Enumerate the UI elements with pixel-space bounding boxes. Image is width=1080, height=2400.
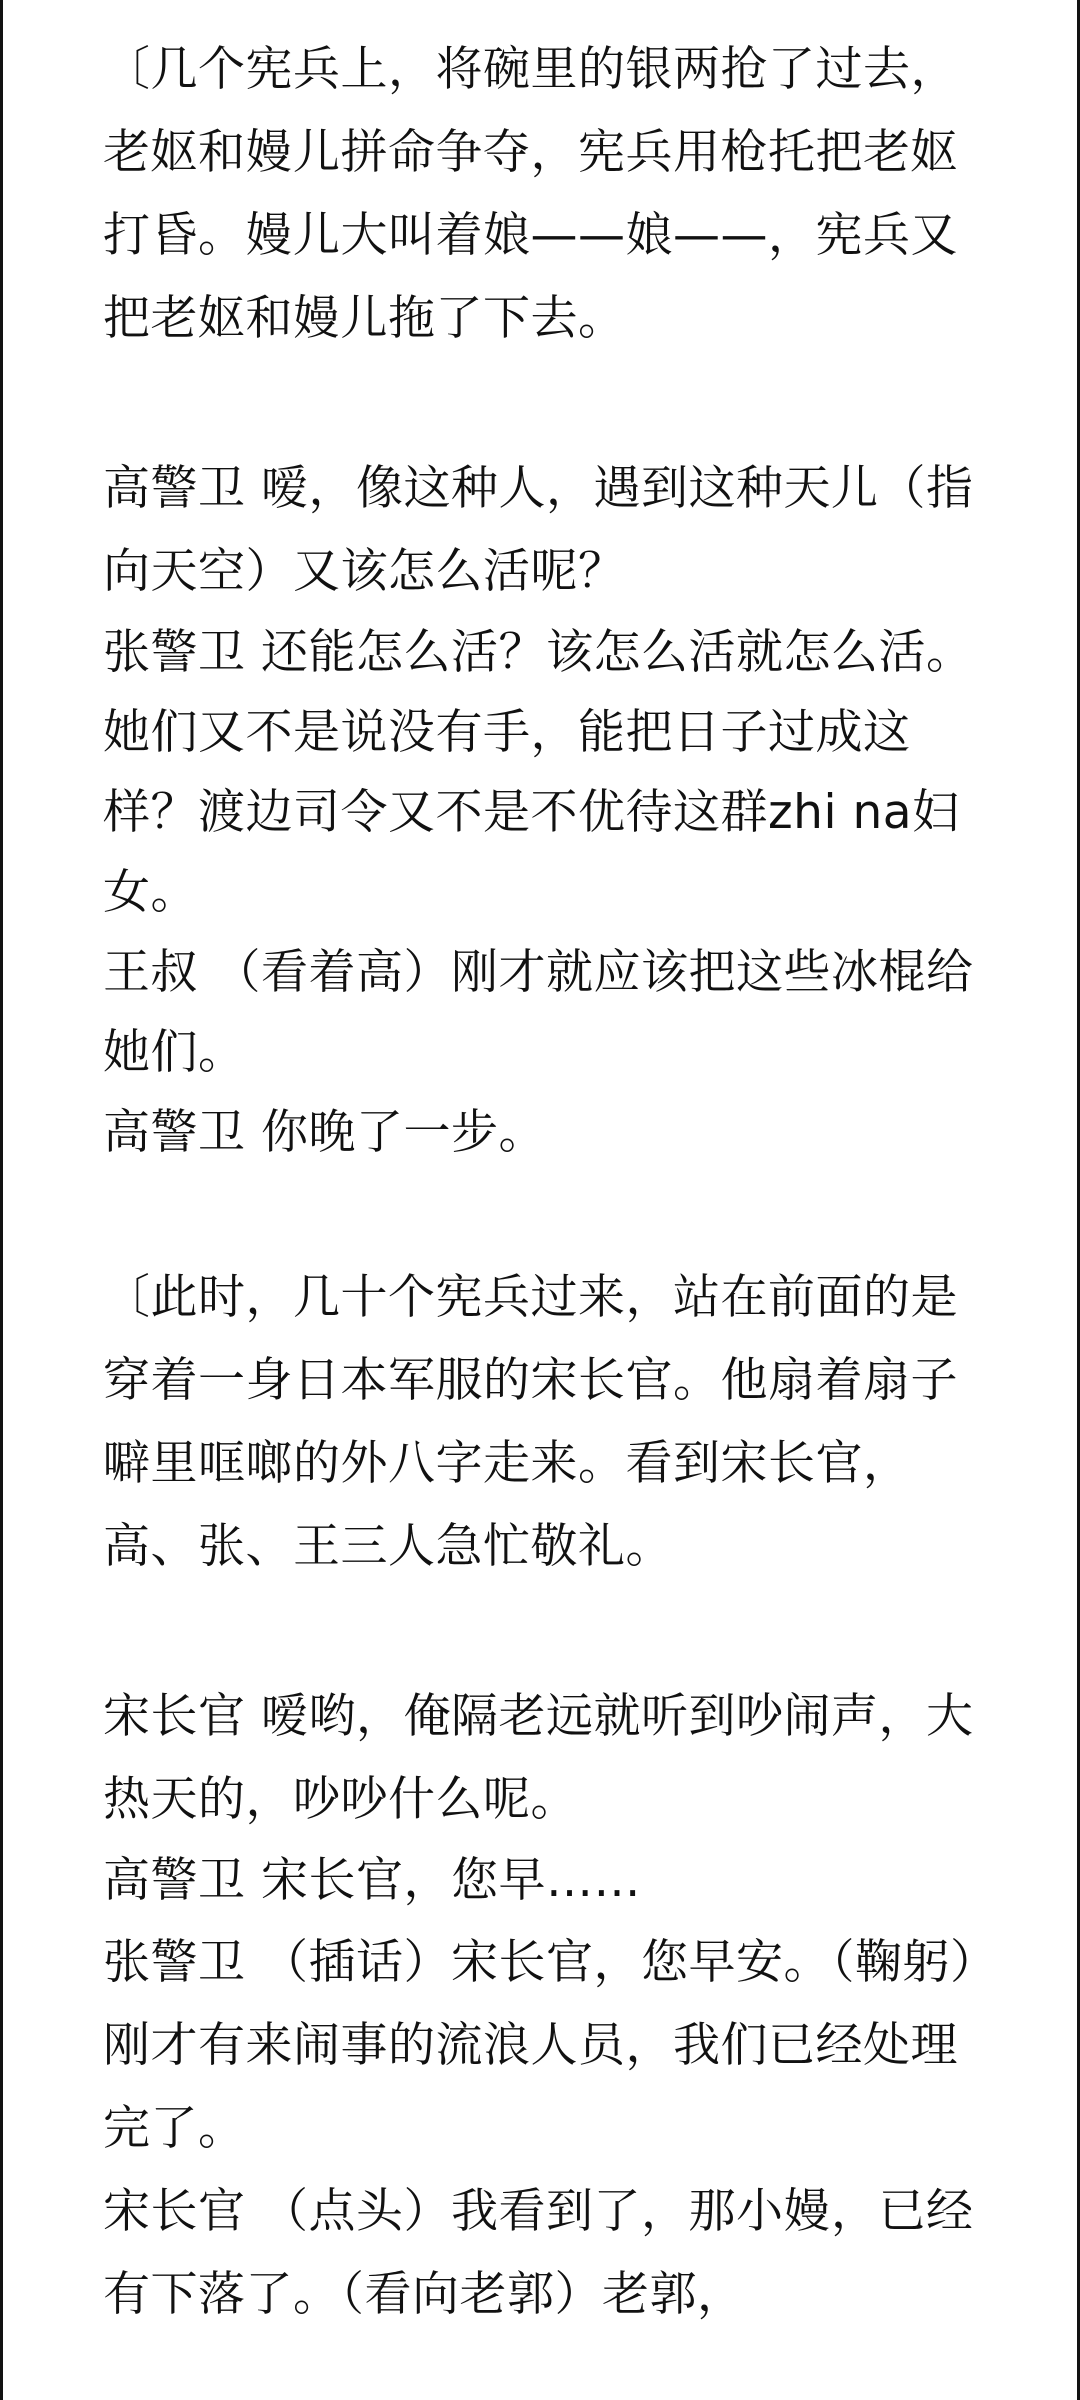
dialogue-wang-1: 王叔 （看着高）刚才就应该把这些冰棍给她们。: [103, 945, 974, 1080]
dialogue-gao-2: 高警卫 你晚了一步。: [103, 1105, 546, 1160]
paragraph-gap: [103, 360, 1003, 447]
dialogue-zhang-1: 张警卫 还能怎么活？该怎么活就怎么活。她们又不是说没有手，能把日子过成这样？渡边司令又不是不优待这群zhi na妇女。: [103, 625, 974, 920]
paragraph-gap: [103, 1588, 1003, 1675]
dialogue-song-2: 宋长官 （点头）我看到了，那小嫚，已经有下落了。（看向老郭）老郭，: [103, 2184, 974, 2322]
stage-direction-2: 〔此时，几十个宪兵过来，站在前面的是穿着一身日本军服的宋长官。他扇着扇子噼里哐啷的外八字走来。看到宋长官，高、张、王三人急忙敬礼。: [103, 1270, 958, 1574]
paragraph-gap: [103, 1173, 1003, 1256]
script-text: [103, 28, 1003, 2336]
dialogue-zhang-2: 张警卫 （插话）宋长官，您早安。（鞠躬）刚才有来闹事的流浪人员，我们已经处理完了。: [103, 1935, 998, 2156]
dialogue-gao-3: 高警卫 宋长官，您早……: [103, 1853, 641, 1908]
dialogue-gao-1: 高警卫 嗳，像这种人，遇到这种天儿（指向天空）又该怎么活呢？: [103, 461, 974, 599]
dialogue-song-1: 宋长官 嗳哟，俺隔老远就听到吵闹声，大热天的，吵吵什么呢。: [103, 1689, 974, 1827]
stage-direction-1: 〔几个宪兵上，将碗里的银两抢了过去，老妪和嫚儿拼命争夺，宪兵用枪托把老妪打昏。嫚儿大叫着娘——娘——，宪兵又把老妪和嫚儿拖了下去。: [103, 42, 958, 346]
